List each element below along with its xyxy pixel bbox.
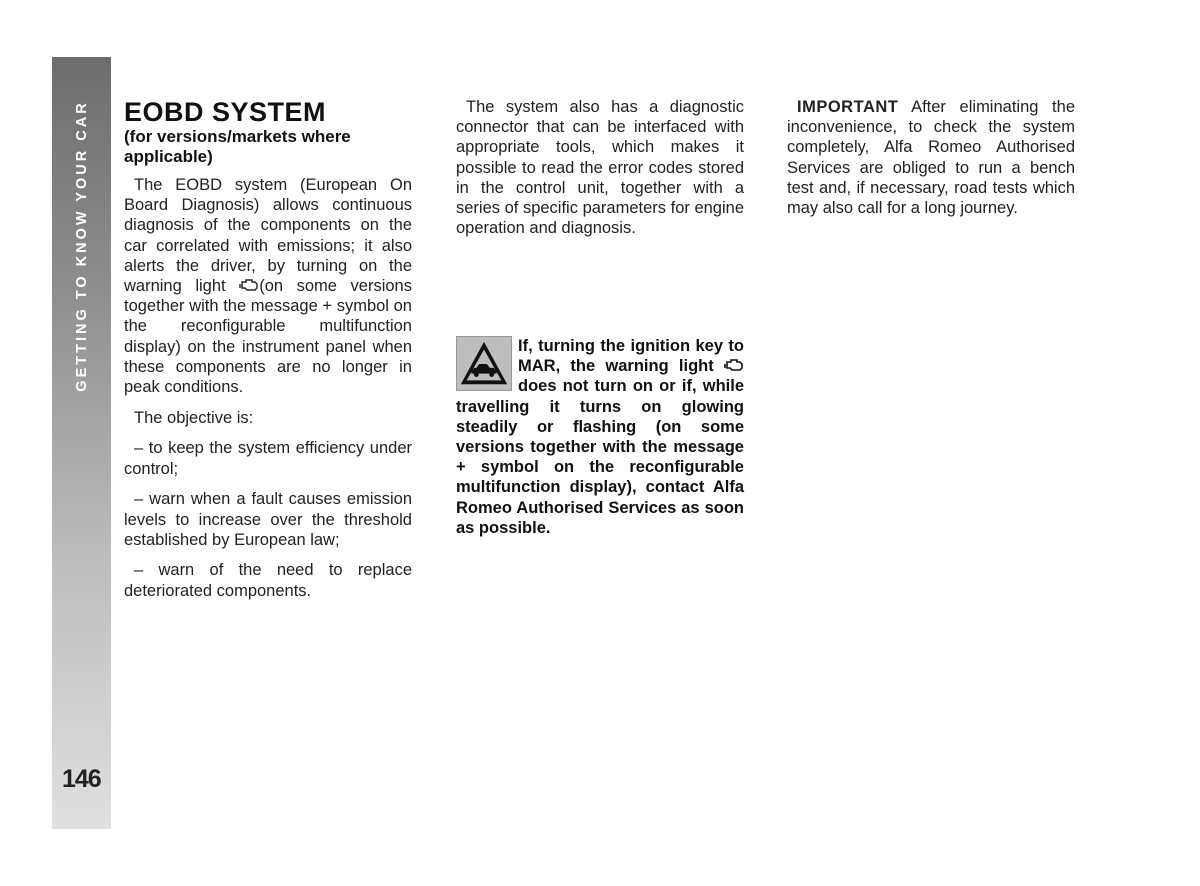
- column-1: [124, 97, 412, 611]
- engine-warning-icon: [724, 359, 744, 372]
- paragraph-text: The EOBD system (European On Board Diagnosis) allows continuous diagnosis of the components on the car correlated with emissions; it also alerts the driver, by turning on the warning light: [124, 176, 412, 296]
- paragraph: [124, 175, 412, 397]
- paragraph: – to keep the system efficiency under control;: [124, 439, 412, 478]
- paragraph-text: (on some versions together with the message + symbol on the reconfigurable multifunction display) on the instrument panel when these components are no longer in peak conditions.: [124, 277, 412, 397]
- warning-text: If, turning the ignition key to MAR, the warning light: [518, 337, 744, 376]
- page-subtitle: (for versions/markets where applicable): [124, 127, 351, 166]
- column-2: [456, 97, 744, 249]
- paragraph: – warn when a fault causes emission levels to increase over the threshold established by European law;: [124, 490, 412, 549]
- paragraph: – warn of the need to replace deteriorated components.: [124, 561, 412, 600]
- warning-text: does not turn on or if, while travelling it turns on glowing steadily or flashing (on some versions together with the message + symbol on the reconfigurable multifunction display), contact Alfa Romeo Authorised Services as soon as possible.: [456, 377, 744, 537]
- paragraph: The objective is:: [134, 408, 254, 427]
- engine-warning-icon: [239, 279, 259, 292]
- warning-note: [456, 336, 744, 538]
- page-number: 146: [62, 765, 101, 793]
- column-3: [787, 97, 1075, 229]
- page-title: EOBD SYSTEM: [124, 97, 327, 127]
- warning-triangle-car-icon: [456, 336, 512, 391]
- paragraph: The system also has a diagnostic connector that can be interfaced with appropriate tools, which makes it possible to read the error codes stored in the control unit, together with a series of specific parameters for engine operation and diagnosis.: [456, 98, 744, 238]
- important-label: IMPORTANT: [797, 98, 899, 116]
- paragraph-text: After eliminating the inconvenience, to check the system completely, Alfa Romeo Authorised Services are obliged to run a bench test and, if necessary, road tests which may also call for a long journey.: [787, 98, 1075, 218]
- section-title: GETTING TO KNOW YOUR CAR: [74, 100, 90, 392]
- paragraph: [787, 97, 1075, 218]
